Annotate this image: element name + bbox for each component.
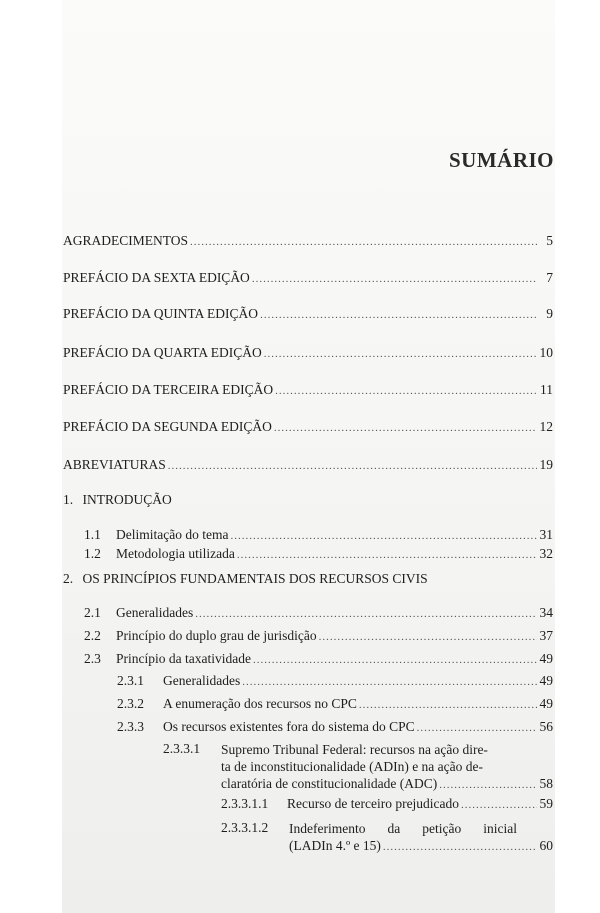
section-page: 32 xyxy=(539,546,553,561)
subsubsection-title-line: ta de inconstitucionalidade (ADIn) e na ação de- xyxy=(221,759,484,774)
leader-dots xyxy=(237,547,537,563)
toc-subsection[interactable] xyxy=(117,673,553,690)
toc-entry-page: 12 xyxy=(539,419,553,434)
leader-dots xyxy=(319,629,537,645)
leader-dots xyxy=(439,777,537,794)
toc-subsection[interactable] xyxy=(117,696,553,713)
toc-entry-title: PREFÁCIO DA TERCEIRA EDIÇÃO xyxy=(63,382,274,397)
subsection-page: 56 xyxy=(539,719,553,734)
toc-entry[interactable] xyxy=(63,306,553,323)
leader-dots xyxy=(195,606,537,622)
leader-dots xyxy=(461,797,537,813)
section-title: Princípio do duplo grau de jurisdição xyxy=(116,628,317,643)
chapter-title: INTRODUÇÃO xyxy=(82,492,172,507)
toc-entry[interactable] xyxy=(63,457,553,474)
toc-entry[interactable] xyxy=(63,233,553,250)
toc-entry[interactable] xyxy=(63,382,553,399)
leader-dots xyxy=(253,652,537,668)
subsection-number: 2.3.2 xyxy=(117,696,144,711)
subsubsection-title-line: claratória de constitucionalidade (ADC) xyxy=(221,776,438,791)
leader-dots xyxy=(190,234,537,250)
leader-dots xyxy=(417,720,537,736)
chapter-title: OS PRINCÍPIOS FUNDAMENTAIS DOS RECURSOS CIVIS xyxy=(82,571,428,586)
toc-entry-title: AGRADECIMENTOS xyxy=(63,233,189,248)
deep-entry-page: 59 xyxy=(539,796,553,811)
section-number: 2.3 xyxy=(84,651,101,666)
chapter-heading[interactable] xyxy=(63,492,172,508)
deep-entry-number: 2.3.3.1.2 xyxy=(221,820,269,835)
toc-entry-page: 9 xyxy=(546,306,553,321)
section-page: 31 xyxy=(539,527,553,542)
toc-entry-title: ABREVIATURAS xyxy=(63,457,166,472)
subsection-title: A enumeração dos recursos no CPC xyxy=(163,696,357,711)
toc-entry-page: 19 xyxy=(539,457,553,472)
chapter-number: 2. xyxy=(63,571,74,586)
toc-deep-entry[interactable] xyxy=(221,796,553,813)
leader-dots xyxy=(275,383,537,399)
subsection-number: 2.3.3 xyxy=(117,719,144,734)
toc-entry-page: 5 xyxy=(546,233,553,248)
subsubsection-title-line: Supremo Tribunal Federal: recursos na ação dire- xyxy=(221,742,488,757)
toc-entry-title: PREFÁCIO DA QUINTA EDIÇÃO xyxy=(63,306,259,321)
toc-entry[interactable] xyxy=(63,270,553,287)
section-number: 2.1 xyxy=(84,605,101,620)
leader-dots xyxy=(359,697,537,713)
section-page: 34 xyxy=(539,605,553,620)
subsubsection-page: 58 xyxy=(539,776,553,791)
toc-entry-title: PREFÁCIO DA SEXTA EDIÇÃO xyxy=(63,270,250,285)
subsection-page: 49 xyxy=(539,673,553,688)
section-page: 37 xyxy=(539,628,553,643)
toc-section[interactable] xyxy=(84,605,553,622)
toc-section[interactable] xyxy=(84,546,553,563)
section-title: Princípio da taxatividade xyxy=(116,651,251,666)
subsection-number: 2.3.1 xyxy=(117,673,144,688)
section-number: 2.2 xyxy=(84,628,101,643)
deep-entry-number: 2.3.3.1.1 xyxy=(221,796,269,811)
section-page: 49 xyxy=(539,651,553,666)
toc-section[interactable] xyxy=(84,651,553,668)
toc-entry[interactable] xyxy=(63,345,553,362)
toc-entry-title: PREFÁCIO DA QUARTA EDIÇÃO xyxy=(63,345,262,360)
leader-dots xyxy=(242,674,537,690)
deep-entry-title: Recurso de terceiro prejudicado xyxy=(287,796,460,811)
chapter-number: 1. xyxy=(63,492,74,507)
deep-entry-page: 60 xyxy=(539,838,553,853)
subsection-title: Generalidades xyxy=(163,673,241,688)
section-title: Delimitação do tema xyxy=(116,527,229,542)
section-number: 1.1 xyxy=(84,527,101,542)
section-number: 1.2 xyxy=(84,546,101,561)
leader-dots xyxy=(383,839,537,856)
toc-entry-page: 10 xyxy=(539,345,553,360)
toc-subsection[interactable] xyxy=(117,719,553,736)
subsection-page: 49 xyxy=(539,696,553,711)
toc-section[interactable] xyxy=(84,628,553,645)
leader-dots xyxy=(264,346,537,362)
toc-section[interactable] xyxy=(84,527,553,544)
subsection-title: Os recursos existentes fora do sistema do CPC xyxy=(163,719,415,734)
leader-dots xyxy=(274,420,537,436)
deep-entry-title-line: Indeferimento da petição inicial xyxy=(289,821,517,836)
toc-entry-title: PREFÁCIO DA SEGUNDA EDIÇÃO xyxy=(63,419,272,434)
section-title: Metodologia utilizada xyxy=(116,546,235,561)
leader-dots xyxy=(168,458,537,474)
toc-entry-page: 11 xyxy=(540,382,553,397)
deep-entry-title-line: (LADIn 4.º e 15) xyxy=(289,838,381,853)
toc-entry[interactable] xyxy=(63,419,553,436)
page-title: SUMÁRIO xyxy=(448,148,554,172)
leader-dots xyxy=(230,528,537,544)
leader-dots xyxy=(260,307,537,323)
chapter-heading[interactable] xyxy=(63,571,428,587)
toc-entry-page: 7 xyxy=(546,270,553,285)
leader-dots xyxy=(252,271,537,287)
section-title: Generalidades xyxy=(116,605,194,620)
subsubsection-number: 2.3.3.1 xyxy=(163,741,201,756)
